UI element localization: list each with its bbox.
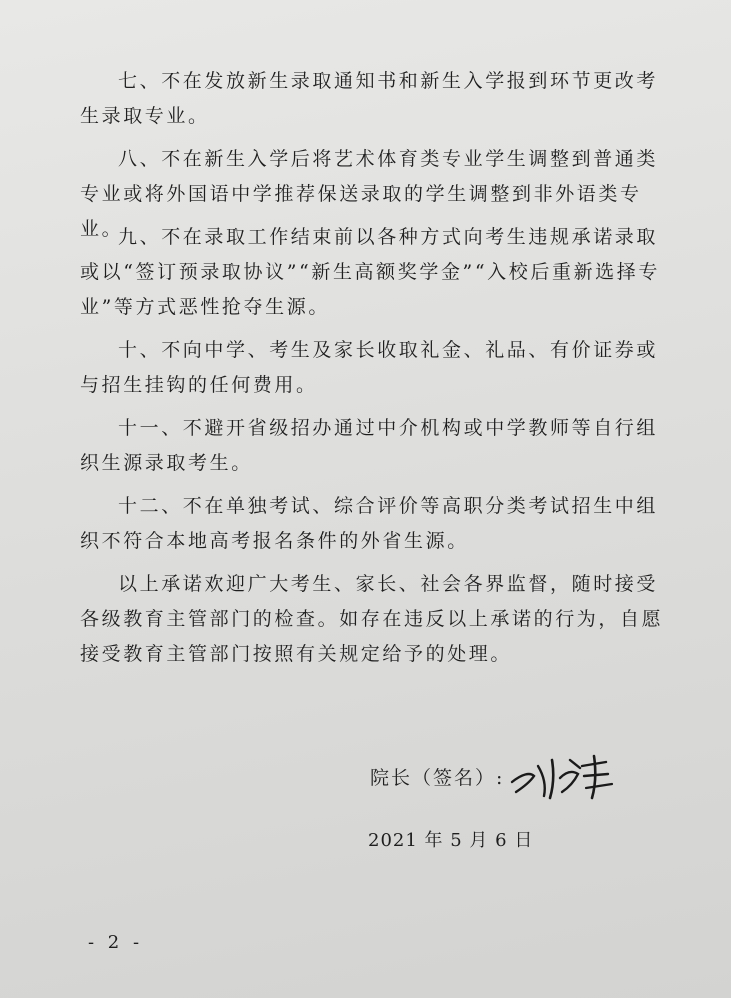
paragraph-item-12: 十二、不在单独考试、综合评价等高职分类考试招生中组织不符合本地高考报名条件的外省生源。 <box>80 495 659 552</box>
paragraph-item-10: 十、不向中学、考生及家长收取礼金、礼品、有价证券或与招生挂钩的任何费用。 <box>80 339 659 396</box>
signature-label: 院长（签名）: <box>370 766 505 789</box>
paragraph-item-9: 九、不在录取工作结束前以各种方式向考生违规承诺录取或以“签订预录取协议”“新生高额奖学金”“入校后重新选择专业”等方式恶性抢夺生源。 <box>80 226 660 318</box>
page-number: - 2 - <box>88 932 144 953</box>
document-date: 2021 年 5 月 6 日 <box>368 830 534 851</box>
paragraph-item-8: 八、不在新生入学后将艺术体育类专业学生调整到普通类专业或将外国语中学推荐保送录取的学生调整到非外语类专业。 <box>80 148 659 240</box>
handwritten-signature <box>508 752 618 800</box>
signature-line <box>370 752 618 800</box>
paragraph-item-7: 七、不在发放新生录取通知书和新生入学报到环节更改考生录取专业。 <box>80 70 659 127</box>
paragraph-item-11: 十一、不避开省级招办通过中介机构或中学教师等自行组织生源录取考生。 <box>80 417 659 474</box>
closing-statement: 以上承诺欢迎广大考生、家长、社会各界监督，随时接受各级教育主管部门的检查。如存在违反以上承诺的行为，自愿接受教育主管部门按照有关规定给予的处理。 <box>80 573 664 665</box>
